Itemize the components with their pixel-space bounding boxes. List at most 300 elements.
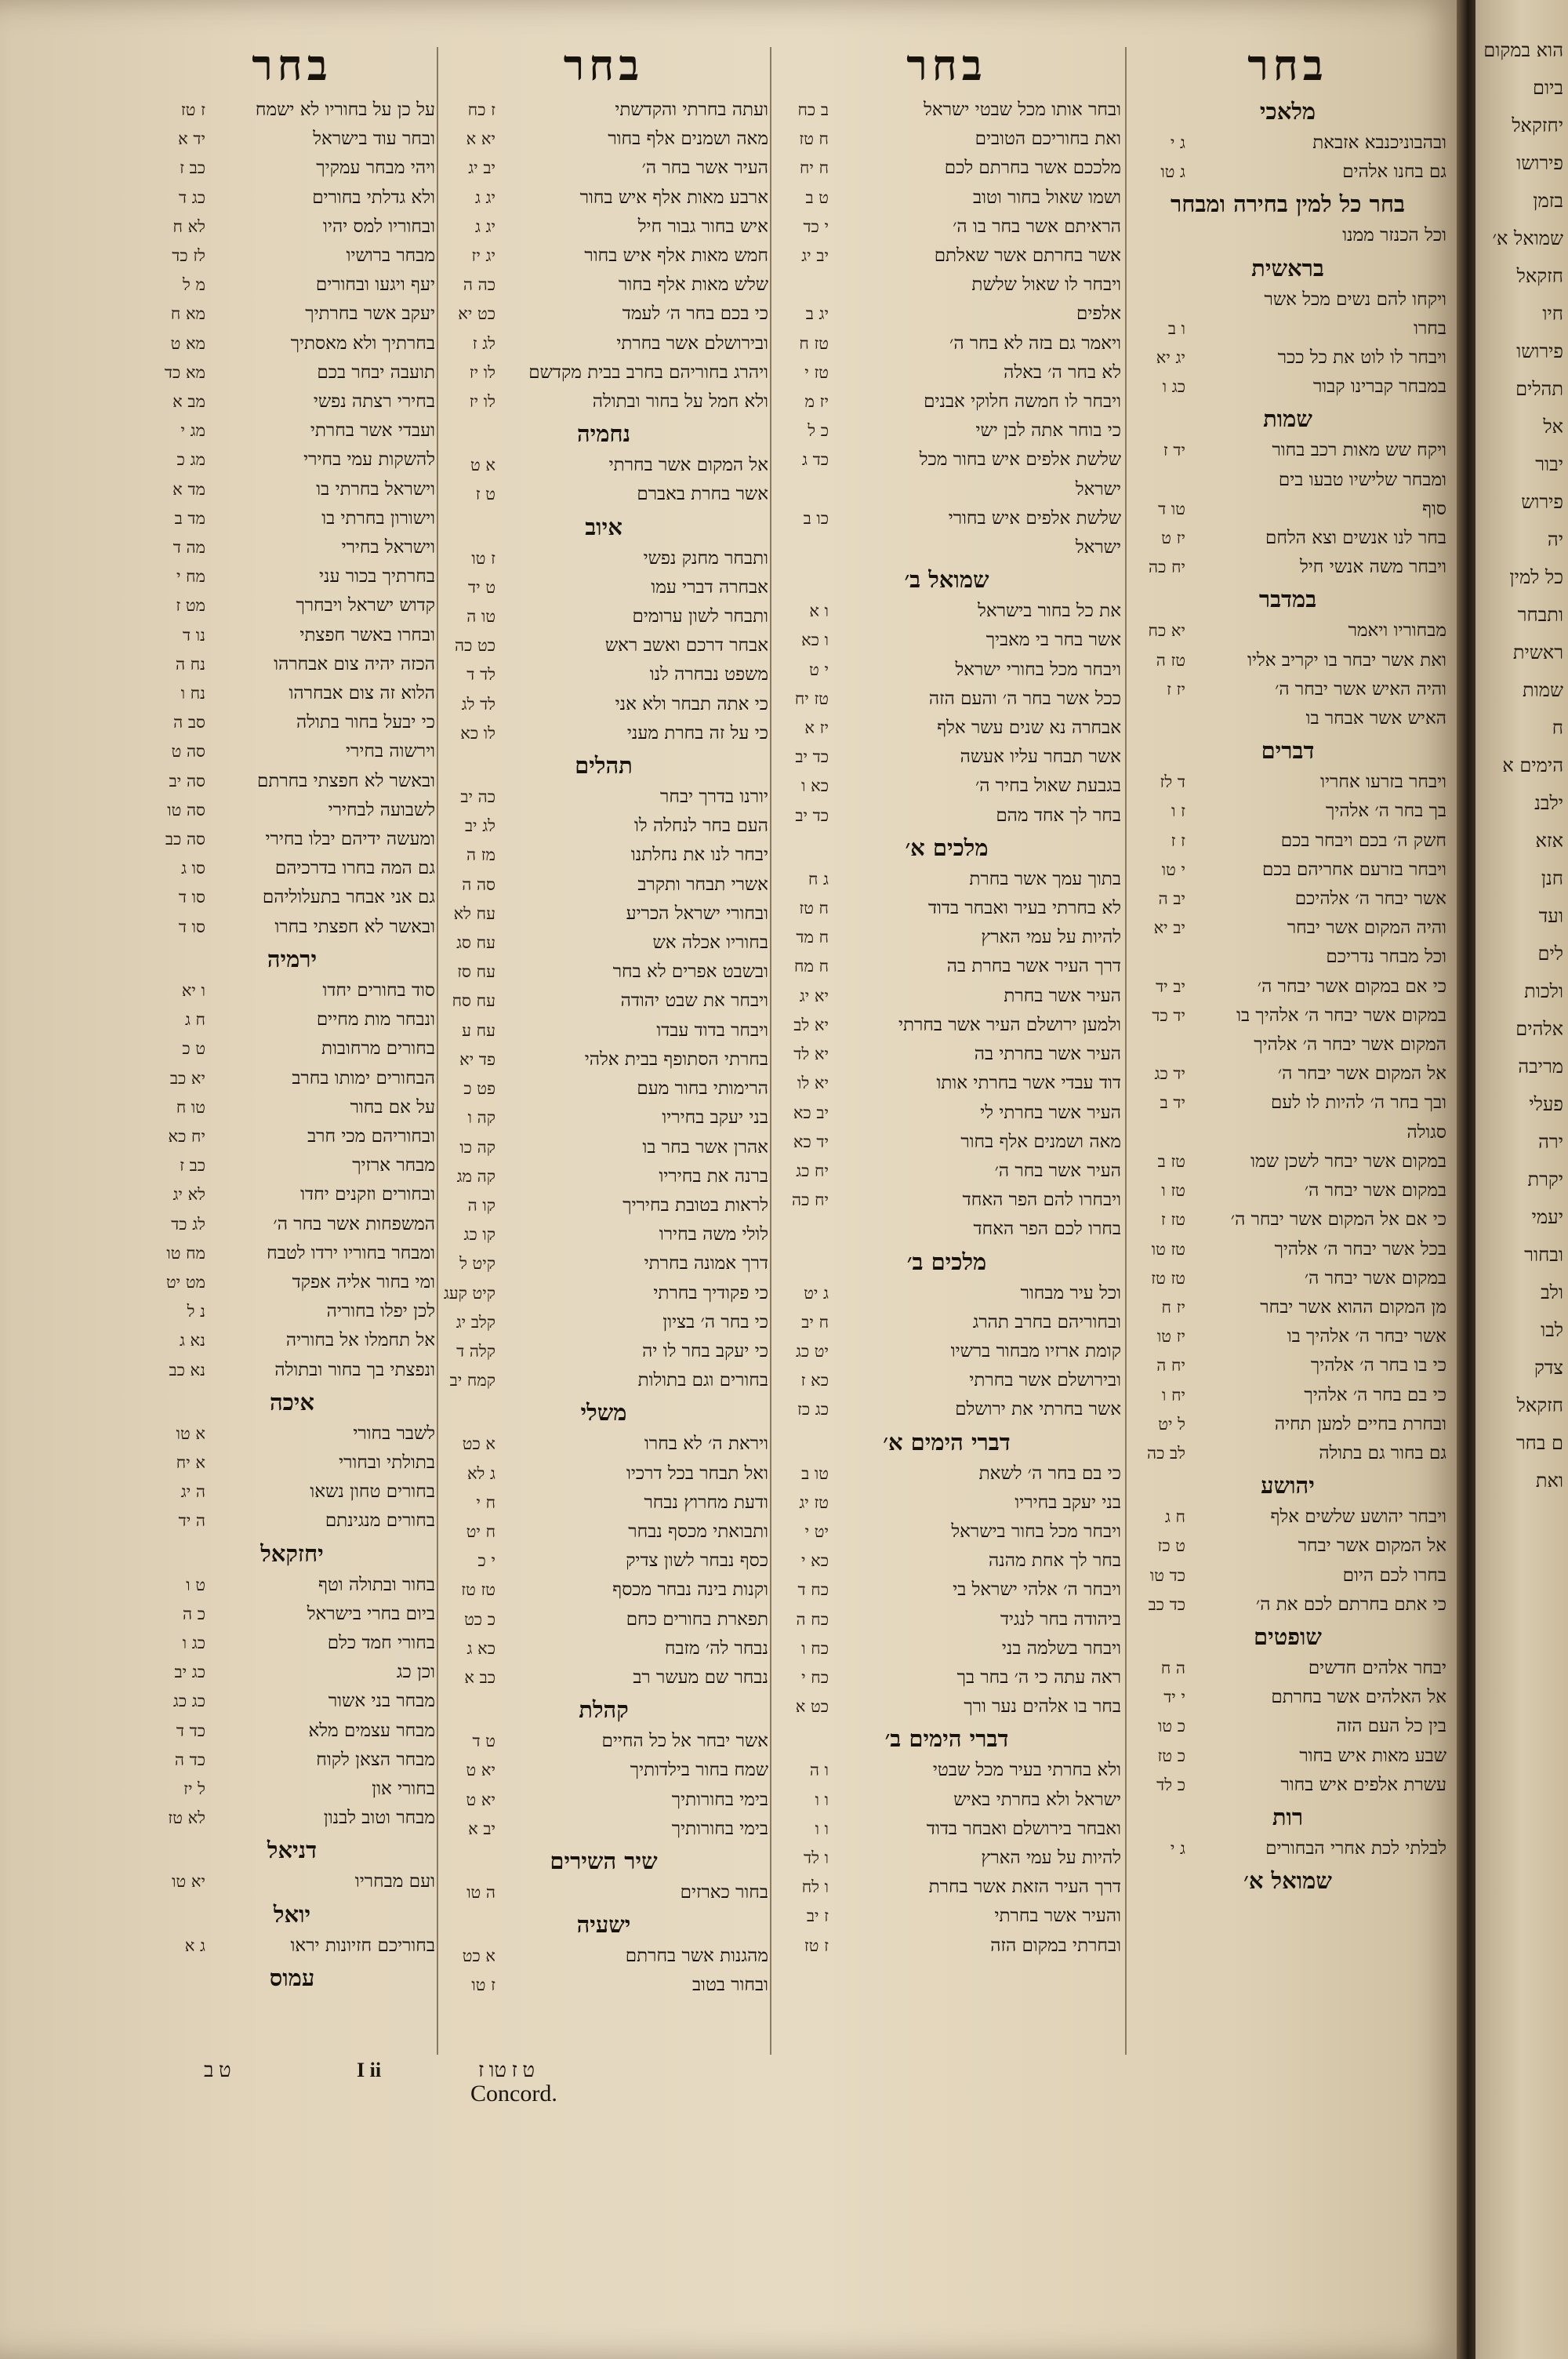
concordance-entry (1129, 1771, 1446, 1800)
book-heading: איוב (585, 513, 622, 540)
verse-reference: יב יא (1153, 918, 1185, 938)
entry-text: ויבחר בזרעו אחריו (1320, 772, 1446, 793)
verse-reference: יז א (804, 718, 829, 738)
entry-text: במקום אשר יבחר לשכן שמו (1250, 1150, 1446, 1172)
entry-text: ישראל (1075, 478, 1121, 500)
verse-reference: ח ג (1164, 1507, 1185, 1527)
verse-reference: לא ח (172, 216, 205, 236)
entry-text: הכזה יהיה צום אבחרהו (274, 653, 435, 674)
concordance-entry (772, 656, 1121, 685)
concordance-entry (149, 1326, 435, 1355)
verse-reference: יא א (466, 129, 495, 149)
entry-text: יבחר אלהים חדשים (1308, 1657, 1446, 1678)
entry-text: ככל אשר בחר ה׳ והעם הזה (928, 688, 1121, 709)
entry-text: אל האלהים אשר בחרתם (1271, 1687, 1446, 1708)
entry-text: והיה האיש אשר יבחר ה׳ (1275, 678, 1446, 700)
concordance-entry (1129, 1176, 1446, 1205)
concordance-entry (1129, 1410, 1446, 1439)
entry-text: בכל אשר יבחר ה׳ אלהיך (1274, 1238, 1446, 1259)
entry-text: ובחוריהם בחרב תהרג (972, 1311, 1121, 1332)
verse-reference: כ כט (464, 1609, 495, 1629)
verse-reference: כח ו (801, 1638, 829, 1658)
verse-reference: כג ד (179, 187, 205, 207)
entry-text: קדוש ישראל ויבחרך (296, 595, 435, 616)
concordance-entry (439, 812, 768, 841)
entry-text: האיש אשר אבחר בו (1305, 708, 1446, 729)
verse-reference: כג יב (174, 1663, 205, 1682)
entry-text: כי על זה בחרת מעני (626, 722, 768, 743)
entry-text: על אם בחור (350, 1096, 435, 1118)
verse-reference: נא כב (169, 1360, 205, 1379)
concordance-entry (439, 602, 768, 631)
entry-text: כי אתם בחרתם לכם את ה׳ (1255, 1594, 1446, 1615)
concordance-entry (149, 883, 435, 912)
entry-text: דרך אמונה בחרתי (644, 1253, 768, 1274)
column-header: בחר (906, 40, 987, 90)
concordance-entry (439, 1488, 768, 1518)
entry-text: העיר אשר בחרת (1004, 985, 1121, 1006)
entry-text: אשר בחרתי את ירושלם (955, 1399, 1121, 1420)
facing-page-fragment: ולב (1541, 1281, 1563, 1303)
verse-reference: קלב יג (456, 1312, 495, 1332)
entry-text: קומת ארזיו מבחור ברשיו (950, 1340, 1121, 1361)
verse-reference: סה יב (169, 771, 205, 791)
column-header: בחר (563, 40, 644, 90)
concordance-entry (149, 1804, 435, 1833)
book-heading: ירמיה (267, 945, 318, 972)
concordance-entry (439, 1279, 768, 1308)
concordance-entry (149, 416, 435, 445)
entry-text: ויבחרו להם הפר האחד (962, 1190, 1121, 1211)
concordance-entry (772, 865, 1121, 894)
verse-reference: מא ט (170, 333, 205, 353)
concordance-entry (439, 96, 768, 125)
verse-reference: יד ז (1163, 441, 1185, 460)
entry-text: בחרו לכם הפר האחד (973, 1219, 1121, 1240)
entry-text: ואל תבחר בכל דרכיו (626, 1463, 768, 1484)
entry-text: ובחרת בחיים למען תחיה (1274, 1413, 1446, 1434)
verse-reference: טז יח (794, 689, 829, 708)
concordance-entry (149, 154, 435, 183)
concordance-entry (149, 1151, 435, 1180)
concordance-entry (439, 719, 768, 748)
entry-text: דוד עבדי אשר בחרתי אותו (936, 1073, 1121, 1094)
book-heading: מלכים א׳ (905, 834, 989, 861)
verse-reference: לג ז (472, 333, 495, 353)
entry-text: בימי בחורותיך (671, 1818, 768, 1839)
entry-text: ויקח שש מאות רכב בחור (1272, 440, 1446, 461)
facing-page-fragment: אלהים (1515, 1018, 1563, 1040)
concordance-entry (149, 825, 435, 854)
concordance-entry (149, 445, 435, 474)
concordance-entry (772, 1186, 1121, 1215)
entry-text: ובירושלם אשר בחרתי (616, 333, 768, 354)
concordance-entry (439, 387, 768, 416)
verse-reference: כד יב (795, 747, 829, 767)
concordance-entry (439, 1634, 768, 1663)
verse-reference: קלה ד (456, 1341, 495, 1361)
facing-page-fragment: ועד (1538, 905, 1563, 927)
concordance-entry (149, 1448, 435, 1478)
concordance-entry (439, 154, 768, 183)
concordance-entry (1129, 1264, 1446, 1293)
concordance-entry (772, 1547, 1121, 1576)
entry-text: ובחר אותו מכל שבטי ישראל (924, 100, 1121, 120)
verse-reference: יג יז (471, 246, 495, 266)
concordance-entry (439, 1576, 768, 1605)
verse-reference: לג יב (464, 816, 495, 836)
verse-reference (772, 475, 829, 504)
verse-reference: ג י (1170, 1838, 1185, 1858)
verse-reference: י כ (477, 1551, 495, 1571)
entry-text: ומבחר שלישיו טבעו בים (1278, 469, 1446, 490)
concordance-entry (439, 1942, 768, 1971)
entry-text: לשבועה לבחירי (328, 799, 435, 820)
verse-reference: יא טו (172, 1872, 205, 1892)
concordance-entry (1129, 1532, 1446, 1561)
concordance-entry (149, 1687, 435, 1716)
verse-reference: כה יב (460, 787, 495, 807)
concordance-entry (1129, 768, 1446, 797)
facing-page-fragment: תהלים (1515, 378, 1563, 400)
concordance-entry (772, 1366, 1121, 1395)
verse-reference: כב ז (180, 1156, 205, 1176)
verse-reference: כד ד (176, 1721, 205, 1740)
entry-text: ותבחר לשון ערומים (632, 606, 768, 627)
concordance-entry (1129, 1712, 1446, 1741)
entry-text: כסף נבחר לשון צדיק (626, 1550, 768, 1572)
verse-reference: יח ו (1162, 1385, 1185, 1405)
verse-reference: יא לו (797, 1074, 829, 1093)
entry-text: אל המקום אשר יבחר ה׳ (1277, 1063, 1446, 1085)
concordance-entry (149, 913, 435, 942)
facing-page-fragment: ובחור (1524, 1244, 1563, 1266)
concordance-entry (439, 329, 768, 358)
concordance-entry (772, 445, 1121, 474)
verse-reference: כו ב (803, 508, 829, 528)
verse-reference: יב כא (793, 1103, 829, 1122)
entry-text: כי בוחר אתה לבן ישי (975, 420, 1121, 442)
concordance-entry (772, 801, 1121, 831)
concordance-entry (1129, 1654, 1446, 1683)
verse-reference: ו ו (815, 1790, 829, 1809)
concordance-entry (149, 1746, 435, 1775)
entry-text: מבחוריו ויאמר (1348, 620, 1446, 642)
verse-reference: יז ז (1167, 679, 1185, 699)
concordance-entry (149, 562, 435, 591)
entry-text: לראות בטובת בחיריך (622, 1194, 768, 1216)
entry-text: תפארת בחורים כחם (626, 1608, 768, 1630)
concordance-entry (439, 929, 768, 958)
book-heading: יחזקאל (260, 1539, 324, 1567)
concordance-entry (1129, 495, 1446, 524)
verse-reference: כח ה (796, 1609, 829, 1629)
verse-reference: ח יב (801, 1312, 829, 1332)
concordance-entry (439, 1547, 768, 1576)
entry-text: ונבחר מות מחיים (316, 1009, 435, 1030)
verse-reference: טו ד (1158, 499, 1185, 518)
concordance-entry (149, 1064, 435, 1093)
concordance-entry (439, 1663, 768, 1692)
entry-text: בתוך עמך אשר בחרת (969, 868, 1121, 889)
concordance-entry (772, 300, 1121, 329)
catchword-concord: Concord. (470, 2081, 557, 2106)
verse-reference: יא ט (466, 1790, 495, 1809)
concordance-entry (439, 300, 768, 329)
verse-reference: סו ד (178, 917, 205, 936)
concordance-entry (1129, 466, 1446, 495)
column-header: בחר (252, 40, 332, 90)
verse-reference: א יח (176, 1452, 205, 1472)
entry-text: כי יבעל בחור בתולה (296, 712, 435, 733)
verse-reference: מט ז (176, 596, 205, 616)
concordance-entry (149, 1356, 435, 1385)
facing-page-text (1475, 0, 1568, 1499)
concordance-entry (772, 96, 1121, 125)
concordance-entry (149, 387, 435, 416)
entry-text: עשרת אלפים איש בחור (1280, 1774, 1446, 1795)
verse-reference: ל יז (183, 1779, 205, 1798)
concordance-entry (439, 544, 768, 573)
verse-reference: כג כג (172, 1692, 205, 1711)
verse-reference: יח ה (1156, 1356, 1185, 1376)
concordance-entry (1129, 1089, 1446, 1118)
concordance-entry (439, 1971, 768, 2000)
verse-reference: כ ל (808, 421, 829, 441)
concordance-entry (149, 1122, 435, 1151)
book-heading: במדבר (1258, 586, 1317, 613)
concordance-entry (1129, 1147, 1446, 1176)
entry-text: אל המקום אשר יבחר (1298, 1536, 1446, 1557)
entry-text: סוד בחורים יחדו (322, 980, 435, 1001)
concordance-entry (149, 621, 435, 650)
verse-reference: נח ה (175, 654, 205, 674)
verse-reference: כד כב (1148, 1594, 1185, 1614)
verse-reference: יח כג (796, 1161, 829, 1180)
verse-reference: קו כג (463, 1225, 495, 1245)
verse-reference: ח יח (799, 158, 829, 178)
concordance-entry (149, 1932, 435, 1961)
verse-reference: מה ד (172, 538, 205, 558)
concordance-entry (149, 1507, 435, 1536)
verse-reference: מח טו (166, 1243, 205, 1263)
verse-reference: כב א (464, 1667, 495, 1687)
entry-text: גם בחור גם בתולה (1319, 1442, 1446, 1463)
verse-reference: כ ה (182, 1604, 205, 1623)
entry-text: ובחור בטוב (691, 1975, 768, 1996)
entry-text: מבחר הצאן לקוח (316, 1749, 435, 1770)
concordance-entry (1129, 943, 1446, 972)
entry-text: כי בם בחר ה׳ לשאת (978, 1463, 1121, 1484)
verse-reference: מט יט (166, 1272, 205, 1292)
verse-reference (1129, 1118, 1185, 1147)
concordance-entry (149, 1717, 435, 1746)
verse-reference: ו יא (181, 980, 205, 1000)
verse-reference: יח כה (1149, 558, 1185, 577)
entry-text: שבע מאות איש בחור (1299, 1745, 1446, 1766)
book-heading: מלכים ב׳ (906, 1248, 987, 1275)
book-heading: שיר השירים (550, 1847, 658, 1874)
entry-text: ובחורי ישראל הכריע (626, 903, 768, 924)
entry-text: במקום אשר יבחר ה׳ אלהיך בו (1236, 1005, 1446, 1026)
concordance-entry (772, 329, 1121, 358)
facing-page-fragment: פירושו (1516, 340, 1563, 362)
concordance-entry (1129, 1683, 1446, 1712)
concordance-entry (149, 125, 435, 154)
concordance-entry (772, 213, 1121, 242)
verse-reference: י כד (803, 216, 829, 236)
verse-reference: ט כז (1157, 1536, 1185, 1556)
signature-mark: I ii (357, 2059, 382, 2081)
concordance-entry (149, 213, 435, 242)
concordance-entry (149, 591, 435, 620)
facing-page-fragment: חנן (1541, 867, 1563, 889)
verse-reference: יז ט (1161, 529, 1185, 548)
entry-text: במקום אשר יבחר ה׳ (1304, 1267, 1446, 1289)
entry-text: בחורי און (372, 1778, 435, 1799)
column-rule (437, 47, 438, 2055)
entry-text: מבחר ארזיך (352, 1155, 435, 1176)
entry-text: ויבחר בזרעם אחריהם בכם (1261, 859, 1446, 880)
verse-reference: ח טז (799, 129, 829, 149)
entry-text: ויראת ה׳ לא בחרו (644, 1434, 768, 1455)
concordance-entry (1129, 1590, 1446, 1619)
verse-reference: יד כא (793, 1132, 829, 1151)
concordance-entry (1129, 373, 1446, 402)
entry-text: איש בחור גבור חיל (637, 216, 768, 237)
facing-page-fragment: ותבחר (1517, 604, 1563, 626)
verse-reference: עח לא (453, 903, 495, 923)
concordance-entry (439, 1430, 768, 1459)
concordance-entry (439, 1191, 768, 1220)
concordance-entry (149, 1268, 435, 1297)
concordance-entry (439, 1605, 768, 1634)
concordance-entry (439, 1016, 768, 1045)
concordance-entry (772, 1459, 1121, 1488)
entry-text: בחירי רצתה נפשי (313, 391, 435, 413)
book-heading: נחמיה (576, 420, 631, 448)
entry-text: ויקחו להם נשים מכל אשר (1264, 289, 1446, 310)
concordance-entry (439, 631, 768, 660)
verse-reference: יג יא (1156, 348, 1185, 368)
verse-reference: כט יא (458, 304, 495, 324)
verse-reference: לו יז (469, 362, 495, 382)
concordance-entry (149, 796, 435, 825)
concordance-entry (439, 451, 768, 480)
verse-reference: א כט (462, 1946, 495, 1966)
verse-reference: כג כז (797, 1400, 829, 1419)
verse-reference: כג ו (182, 1633, 205, 1652)
entry-text: ויבחר בשלמה בני (1001, 1637, 1121, 1659)
concordance-entry (772, 1279, 1121, 1308)
entry-text: אבחרה נא שנים עשר אלף (937, 718, 1121, 739)
verse-reference: קמח יב (449, 1371, 495, 1390)
verse-reference: ג יט (804, 1283, 829, 1303)
entry-text: אל המקום אשר בחרתי (608, 455, 768, 476)
entry-text: ארבע מאות אלף איש בחור (579, 187, 768, 208)
entry-text: מבחר עצמים מלא (308, 1720, 435, 1741)
entry-text: בתולתי ובחורי (339, 1452, 435, 1473)
entry-text: העיר אשר בחרתי בה (974, 1044, 1121, 1065)
entry-text: בימי בחורותיך (671, 1789, 768, 1810)
entry-text: ויבחר משה אנשי חיל (1300, 557, 1446, 578)
entry-text: הבחורים ימותו בחרב (292, 1067, 435, 1089)
entry-text: אשר יבחר ה׳ אלהיכם (1294, 889, 1446, 910)
concordance-entry (1129, 797, 1446, 826)
entry-text: סגולה (1406, 1121, 1446, 1143)
entry-text: העיר אשר בחרתי לי (980, 1102, 1121, 1123)
verse-reference: טז טז (461, 1580, 495, 1600)
entry-text: מן המקום ההוא אשר יבחר (1260, 1296, 1446, 1318)
verse-reference: טז טז (1151, 1268, 1185, 1288)
concordance-entry (772, 982, 1121, 1011)
facing-page-fragment: יבור (1535, 453, 1563, 475)
concordance-entry (149, 1571, 435, 1600)
entry-text: וישראל בחירי (341, 537, 435, 558)
concordance-entry (772, 952, 1121, 981)
verse-reference: סה ט (171, 742, 205, 761)
book-heading: דברים (1261, 737, 1315, 765)
verse-reference: טו ה (466, 607, 495, 627)
entry-text: בחורים מנגינתם (325, 1510, 435, 1532)
verse-reference: יז ח (1161, 1297, 1185, 1317)
entry-text: אשר בחרת באברם (637, 484, 768, 505)
entry-text: ולא בחרתי בעיר מכל שבטי (932, 1760, 1121, 1781)
concordance-entry (439, 690, 768, 719)
entry-text: ויבחר יהושע שלשים אלף (1270, 1507, 1446, 1528)
entry-text: אלפים (1076, 304, 1121, 325)
entry-text: בני יעקב בחיריו (662, 1107, 768, 1129)
entry-text: ויבחר מכל בחור בישראל (951, 1521, 1121, 1542)
entry-text: ובהבוניכנבא אזבאת (1312, 133, 1446, 153)
column-rule (1125, 47, 1127, 2055)
entry-text: ויבחר לו שאול שלשת (971, 274, 1121, 296)
verse-reference: יט י (804, 1521, 829, 1541)
entry-text: מאה ושמנים אלף בחור (960, 1131, 1121, 1152)
verse-reference: מא כד (164, 362, 205, 382)
entry-text: ביום בחרי בישראל (307, 1603, 435, 1624)
verse-reference: יד כג (1154, 1064, 1185, 1084)
entry-text: להשקות עמי בחירי (303, 449, 435, 471)
concordance-entry (439, 958, 768, 987)
entry-text: ובחר עוד בישראל (313, 129, 435, 150)
verse-reference: סב ה (173, 713, 205, 732)
verse-reference: מא ח (170, 304, 205, 324)
verse-reference: ה יג (180, 1482, 205, 1502)
concordance-entry (1129, 1351, 1446, 1380)
entry-text: בחורים טחון נשאו (310, 1481, 435, 1503)
concordance-entry (1129, 675, 1446, 704)
verse-reference (1129, 943, 1185, 972)
entry-text: המקום אשר יבחר ה׳ אלהיך (1254, 1034, 1446, 1056)
concordance-entry (772, 416, 1121, 445)
entry-text: בחוריו אכלה אש (652, 932, 768, 954)
book-heading: איכה (269, 1388, 315, 1416)
concordance-entry (149, 1419, 435, 1448)
entry-text: בחרו (1414, 318, 1446, 339)
concordance-entry (149, 184, 435, 213)
verse-reference: מד א (172, 479, 205, 499)
verse-reference: מז ה (466, 845, 495, 865)
concordance-entry (772, 1069, 1121, 1098)
entry-text: אבחרה דברי עמו (651, 576, 768, 598)
concordance-entry (772, 1692, 1121, 1721)
concordance-entry (1129, 158, 1446, 187)
facing-page-fragment: יעמי (1531, 1206, 1563, 1228)
concordance-entry (149, 1478, 435, 1507)
entry-text: לולי משה בחירו (659, 1224, 768, 1245)
concordance-entry (439, 1366, 768, 1395)
